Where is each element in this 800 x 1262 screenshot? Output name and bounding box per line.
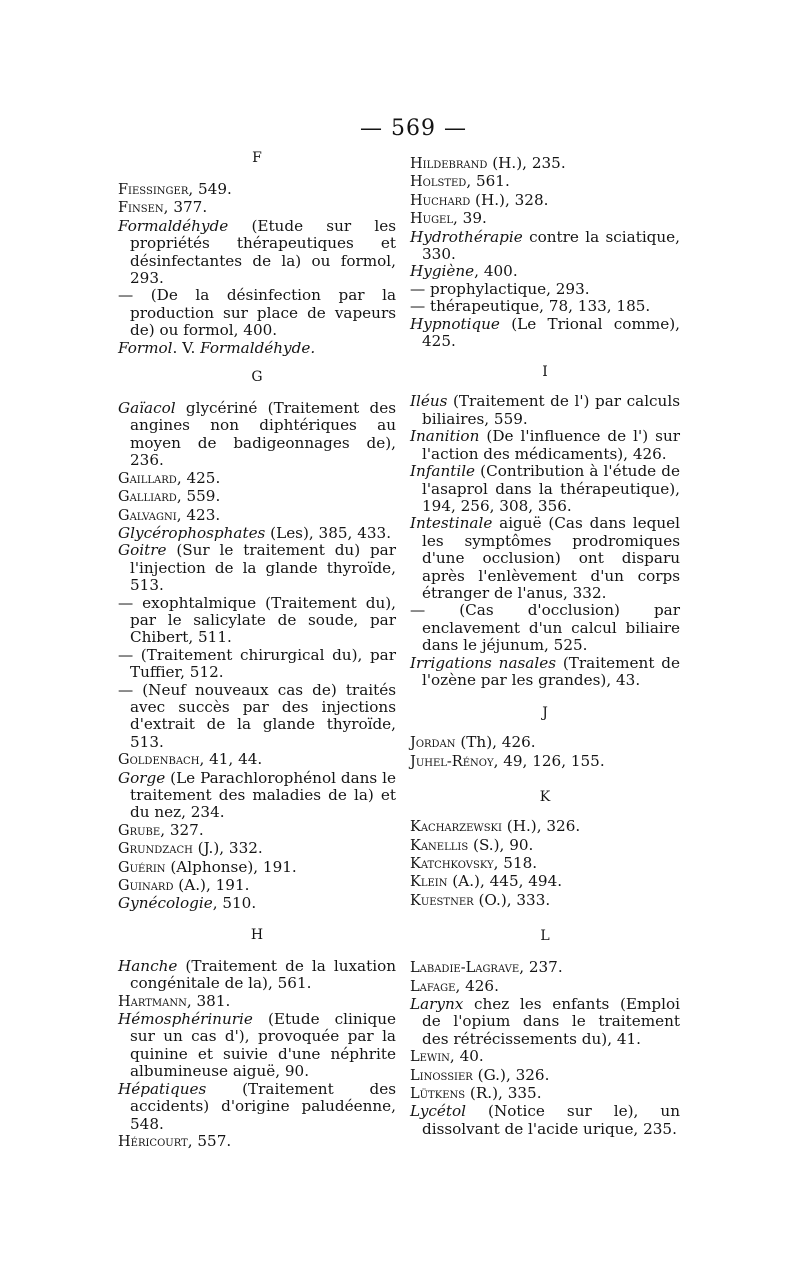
index-entry xyxy=(410,393,680,428)
entry-heading: Hypnotique xyxy=(410,314,500,333)
index-entry xyxy=(410,1085,680,1103)
index-entry xyxy=(118,488,396,506)
entry-heading: Lycétol xyxy=(410,1102,466,1121)
entry-text: , 41, 44. xyxy=(199,750,263,769)
entry-text: (Th), 426. xyxy=(455,733,536,752)
index-entry xyxy=(118,859,396,877)
entry-text: (R.), 335. xyxy=(465,1084,542,1103)
entry-heading: Linossier xyxy=(410,1067,473,1084)
index-entry xyxy=(118,647,396,682)
entry-text: (Alphonse), 191. xyxy=(165,857,297,876)
entry-heading: Hépatiques xyxy=(118,1079,207,1098)
index-entry xyxy=(410,818,680,836)
index-entry xyxy=(410,959,680,977)
section-letter: F xyxy=(252,150,262,166)
entry-text: , 549. xyxy=(188,180,232,198)
entry-heading: Goitre xyxy=(118,541,167,560)
index-entry xyxy=(410,298,680,315)
entry-text: (S.), 90. xyxy=(468,835,534,854)
index-entry xyxy=(410,1048,680,1066)
entry-heading: Iléus xyxy=(410,392,448,411)
index-entry xyxy=(118,751,396,769)
entry-heading: Hartmann xyxy=(118,993,187,1010)
entry-heading: Juhel-Rénoy xyxy=(410,753,494,770)
entry-heading: Jordan xyxy=(410,735,456,752)
entry-text: (Notice sur le), un dissolvant de l'acide urique, 235. xyxy=(422,1102,680,1138)
entry-heading: Irrigations nasales xyxy=(410,653,556,672)
entry-heading: Lewin xyxy=(410,1049,450,1066)
index-entry xyxy=(118,770,396,822)
entry-text: (Traitement de l'ozène par les grandes), 43. xyxy=(422,653,680,689)
section-letter: K xyxy=(539,789,551,806)
entry-text: (O.), 333. xyxy=(473,890,551,909)
entry-text: , 510. xyxy=(212,894,257,913)
index-entry xyxy=(118,507,396,525)
entry-heading: Inanition xyxy=(410,427,480,446)
entry-heading: Klein xyxy=(410,874,448,891)
index-entry xyxy=(410,316,680,351)
index-entry xyxy=(410,602,680,654)
entry-heading: Finsen xyxy=(118,200,164,217)
index-entry xyxy=(118,1133,396,1151)
entry-text: aiguë (Cas dans lequel les symptômes prodromiques d'une occlusion) ont disparu après l'enlèvement d'un corps étranger de l'anus, 332. xyxy=(422,514,680,602)
entry-text: , 400. xyxy=(474,262,518,281)
index-entry xyxy=(118,1081,396,1133)
entry-heading: Galvagni xyxy=(118,507,177,524)
entry-text: , 237. xyxy=(519,958,563,977)
index-entry xyxy=(118,958,396,993)
entry-heading: Gaïacol xyxy=(118,399,176,418)
entry-heading: Hildebrand xyxy=(410,156,488,172)
index-entry xyxy=(118,400,396,470)
entry-heading: Guinard xyxy=(118,878,174,895)
index-entry xyxy=(410,892,680,910)
entry-text: (A.), 445, 494. xyxy=(447,872,563,891)
entry-heading: Guérin xyxy=(118,859,166,876)
entry-text: (H.), 235. xyxy=(487,154,566,172)
entry-text: , 39. xyxy=(453,209,487,228)
entry-heading: Larynx xyxy=(410,995,464,1014)
entry-heading: Kanellis xyxy=(410,837,469,854)
section-letter: H xyxy=(250,926,264,943)
entry-text: , 49, 126, 155. xyxy=(493,751,605,770)
index-entry xyxy=(410,229,680,264)
entry-heading: Labadie-Lagrave xyxy=(410,960,520,977)
index-entry xyxy=(410,753,680,771)
index-entry xyxy=(118,525,396,542)
entry-heading: Gynécologie xyxy=(118,894,213,913)
index-entry xyxy=(410,210,680,228)
entry-text: (J.), 332. xyxy=(192,839,263,858)
index-entry xyxy=(410,855,680,873)
entry-heading: Gaillard xyxy=(118,470,177,487)
index-entry xyxy=(410,173,680,191)
index-entry xyxy=(118,840,396,858)
index-column-left xyxy=(118,150,396,1151)
index-entry xyxy=(410,281,680,298)
index-entry xyxy=(118,199,396,217)
entry-text: , 518. xyxy=(493,854,538,872)
entry-heading: Kacharzewski xyxy=(410,819,502,836)
entry-heading: Formaldéhyde xyxy=(118,216,229,235)
entry-text: — (Neuf nouveaux cas de) traités avec succès par des injections d'extrait de la glande thyroïde, 513. xyxy=(118,680,396,751)
entry-heading: Grube xyxy=(118,822,161,839)
index-entry xyxy=(410,734,680,752)
entry-text: (Sur le traitement du) par l'injection de la glande thyroïde, 513. xyxy=(130,541,396,595)
index-entry xyxy=(118,595,396,647)
entry-text: , 423. xyxy=(176,505,221,524)
entry-text: . V. xyxy=(172,338,201,357)
entry-heading: Hanche xyxy=(118,956,178,975)
index-entry xyxy=(118,218,396,288)
entry-text: — (Traitement chirurgical du), par Tuffier, 512. xyxy=(118,645,396,682)
entry-heading: Hémosphérinurie xyxy=(118,1010,253,1029)
entry-heading: Galliard xyxy=(118,489,177,506)
index-entry xyxy=(118,287,396,339)
entry-heading: Katchkovsky xyxy=(410,856,494,872)
entry-text: — thérapeutique, 78, 133, 185. xyxy=(410,297,651,316)
index-entry xyxy=(410,996,680,1048)
entry-text: (H.), 326. xyxy=(501,817,581,836)
index-entry xyxy=(410,1067,680,1085)
index-entry xyxy=(118,877,396,895)
index-entry xyxy=(410,837,680,855)
index-entry xyxy=(410,655,680,690)
entry-heading: Goldenbach xyxy=(118,752,200,769)
entry-text: chez les enfants (Emploi de l'opium dans le traitement des rétrécissements du), 41. xyxy=(422,995,680,1048)
entry-text: (Etude clinique sur un cas d'), provoquée par la quinine et suivie d'une néphrite albumineuse aiguë, 90. xyxy=(130,1010,396,1081)
index-entry xyxy=(410,263,680,280)
entry-text: , 40. xyxy=(449,1047,484,1066)
index-entry xyxy=(118,682,396,752)
entry-heading: Lütkens xyxy=(410,1086,466,1103)
entry-text: , 426. xyxy=(455,976,499,995)
entry-text: , 381. xyxy=(186,991,231,1010)
entry-text: (Etude sur les propriétés thérapeutiques et désinfectantes de la) ou formol, 293. xyxy=(130,216,396,288)
entry-text: glycériné (Traitement des angines non diphtériques au moyen de badigeonnages de), 236. xyxy=(130,399,396,470)
index-entry xyxy=(410,155,680,173)
section-letter: L xyxy=(540,928,550,945)
index-column-right xyxy=(410,155,680,1138)
entry-text: (A.), 191. xyxy=(173,876,250,895)
index-entry xyxy=(410,873,680,891)
entry-text: (Traitement de l') par calculs biliaires, 559. xyxy=(422,392,680,428)
index-entry xyxy=(410,428,680,463)
index-entry xyxy=(410,1103,680,1138)
entry-text: — prophylactique, 293. xyxy=(410,279,590,298)
index-entry xyxy=(118,542,396,594)
entry-heading: Hygiène xyxy=(410,262,475,281)
entry-text: , 327. xyxy=(160,820,204,839)
entry-text: , 561. xyxy=(466,172,510,191)
entry-text: (Les), 385, 433. xyxy=(265,523,392,542)
entry-heading: Héricourt xyxy=(118,1133,188,1150)
entry-text: , 377. xyxy=(163,198,208,217)
entry-heading: Kuestner xyxy=(410,892,474,909)
entry-text: (Contribution à l'étude de l'asaprol dans la thérapeutique), 194, 256, 308, 356. xyxy=(422,462,680,515)
entry-heading: Fiessinger xyxy=(118,182,189,198)
entry-text: (G.), 326. xyxy=(472,1065,550,1084)
page-number: — 569 — xyxy=(360,116,467,141)
entry-text: (H.), 328. xyxy=(470,190,549,209)
index-entry xyxy=(118,340,396,357)
entry-heading: Gorge xyxy=(118,768,166,787)
index-entry xyxy=(118,181,396,199)
index-entry xyxy=(410,192,680,210)
entry-text: (De l'influence de l') sur l'action des médicaments), 426. xyxy=(422,427,680,463)
entry-text: (Le Parachlorophénol dans le traitement des maladies de la) et du nez, 234. xyxy=(130,768,396,822)
index-entry xyxy=(410,515,680,602)
entry-text: — (Cas d'occlusion) par enclavement d'un calcul biliaire dans le jéjunum, 525. xyxy=(410,601,680,655)
entry-heading: Grundzach xyxy=(118,841,193,858)
entry-text: (Traitement des accidents) d'origine paludéenne, 548. xyxy=(130,1079,396,1133)
entry-heading: Huchard xyxy=(410,192,471,209)
entry-heading: Formol xyxy=(118,338,173,357)
entry-heading: Holsted xyxy=(410,174,467,191)
entry-heading: Lafage xyxy=(410,978,456,995)
entry-heading: Hugel xyxy=(410,211,454,228)
index-entry xyxy=(118,895,396,912)
entry-text: , 559. xyxy=(176,487,221,506)
entry-text: , 425. xyxy=(176,468,221,487)
entry-heading: Intestinale xyxy=(410,514,493,533)
entry-text: — exophtalmique (Traitement du), par le salicylate de soude, par Chibert, 511. xyxy=(118,593,396,647)
entry-heading: Glycérophosphates xyxy=(118,523,266,542)
entry-text: (Le Trional comme), 425. xyxy=(422,314,680,351)
entry-text: , 557. xyxy=(187,1131,232,1150)
section-letter: J xyxy=(542,705,548,722)
entry-text: — (De la désinfection par la production sur place de vapeurs de) ou formol, 400. xyxy=(118,286,396,340)
entry-heading: Infantile xyxy=(410,462,476,481)
index-entry xyxy=(118,470,396,488)
index-entry xyxy=(118,1011,396,1081)
entry-crossref: Formaldéhyde. xyxy=(200,338,316,357)
entry-heading: Hydrothérapie xyxy=(410,227,523,246)
index-entry xyxy=(118,822,396,840)
section-letter: I xyxy=(542,364,548,381)
index-entry xyxy=(410,978,680,996)
index-entry xyxy=(410,463,680,515)
section-letter: G xyxy=(251,369,263,386)
index-entry xyxy=(118,993,396,1011)
entry-text: contre la sciatique, 330. xyxy=(422,227,680,264)
entry-text: (Traitement de la luxation congénitale de la), 561. xyxy=(130,956,396,993)
